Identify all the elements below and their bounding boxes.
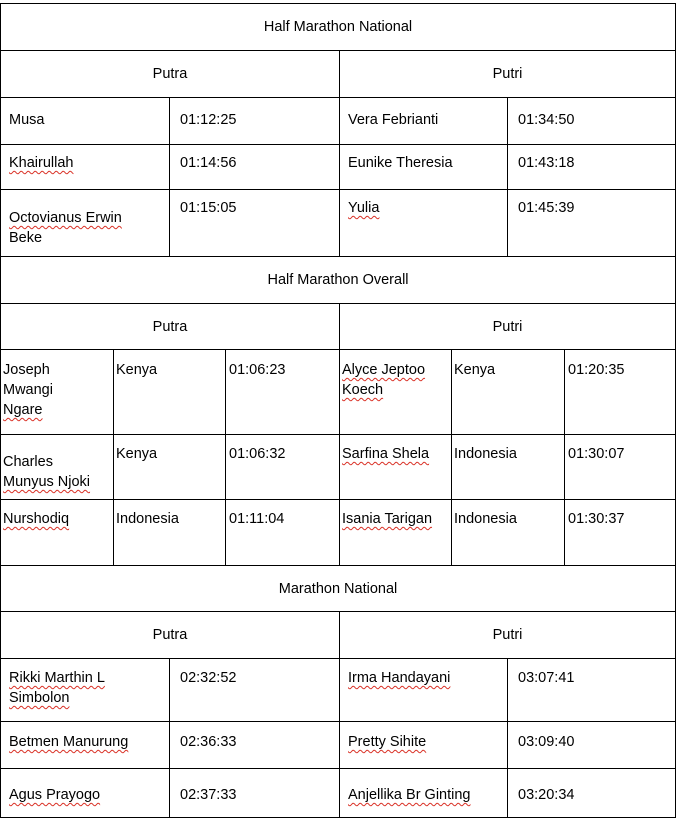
table-row (0, 434, 676, 499)
gender-header-row (0, 303, 676, 349)
country-cell: Kenya (113, 435, 225, 499)
name-cell: Agus Prayogo (9, 787, 101, 803)
gender-header-row (0, 611, 676, 658)
section-title-row (0, 565, 676, 611)
table-row (0, 189, 676, 256)
time-cell: 03:07:41 (507, 659, 675, 721)
name-cell: Joseph Mwangi Ngare (3, 362, 53, 418)
time-cell: 01:30:37 (564, 500, 675, 565)
name-cell: Pretty Sihite (339, 722, 507, 768)
section-title-row (0, 256, 676, 303)
table-row (0, 144, 676, 189)
time-cell: 03:20:34 (507, 769, 675, 817)
section-title: Marathon National (278, 580, 398, 597)
time-cell: 01:15:05 (169, 190, 339, 256)
time-cell: 01:11:04 (225, 500, 339, 565)
time-cell: 01:12:25 (169, 98, 339, 144)
putra-header: Putra (152, 318, 188, 335)
name-cell: Isania Tarigan (339, 500, 451, 565)
country-cell: Indonesia (113, 500, 225, 565)
putri-header: Putri (339, 304, 675, 349)
time-cell: 01:06:32 (225, 435, 339, 499)
time-cell: 01:20:35 (564, 350, 675, 434)
putra-header: Putra (152, 627, 188, 643)
name-cell: Anjellika Br Ginting (339, 769, 507, 817)
country-cell: Indonesia (451, 500, 564, 565)
time-cell: 01:43:18 (507, 145, 675, 189)
table-row (0, 499, 676, 565)
name-cell: Rikki Marthin L Simbolon (9, 670, 105, 706)
time-cell: 01:06:23 (225, 350, 339, 434)
table-row (0, 97, 676, 144)
name-cell: Musa (9, 112, 45, 128)
time-cell: 01:34:50 (507, 98, 675, 144)
name-cell: Alyce Jeptoo Koech (339, 350, 451, 434)
time-cell: 01:45:39 (507, 190, 675, 256)
results-table (0, 3, 676, 818)
putri-header: Putri (339, 51, 675, 97)
name-cell: Sarfina Shela (339, 435, 451, 499)
section-title: Half Marathon Overall (267, 272, 409, 288)
table-row (0, 721, 676, 768)
table-row (0, 658, 676, 721)
country-cell: Kenya (113, 350, 225, 434)
putra-header: Putra (152, 66, 188, 82)
time-cell: 02:36:33 (169, 722, 339, 768)
country-cell: Kenya (451, 350, 564, 434)
table-row (0, 349, 676, 434)
time-cell: 02:32:52 (169, 659, 339, 721)
name-cell: Octovianus Erwin Beke (9, 210, 122, 246)
time-cell: 02:37:33 (169, 769, 339, 817)
gender-header-row (0, 50, 676, 97)
putri-header: Putri (339, 612, 675, 658)
section-title: Half Marathon National (263, 19, 413, 35)
name-cell: Yulia (339, 190, 507, 256)
name-cell: Nurshodiq (3, 511, 70, 527)
time-cell: 03:09:40 (507, 722, 675, 768)
country-cell: Indonesia (451, 435, 564, 499)
table-row (0, 768, 676, 818)
section-title-row (0, 3, 676, 50)
name-cell: Betmen Manurung (9, 734, 129, 750)
time-cell: 01:14:56 (169, 145, 339, 189)
name-cell: Khairullah (9, 155, 74, 171)
name-cell: Irma Handayani (339, 659, 507, 721)
time-cell: 01:30:07 (564, 435, 675, 499)
name-cell: Eunike Theresia (339, 145, 507, 189)
name-cell: Vera Febrianti (339, 98, 507, 144)
name-cell: Charles Munyus Njoki (3, 454, 91, 490)
